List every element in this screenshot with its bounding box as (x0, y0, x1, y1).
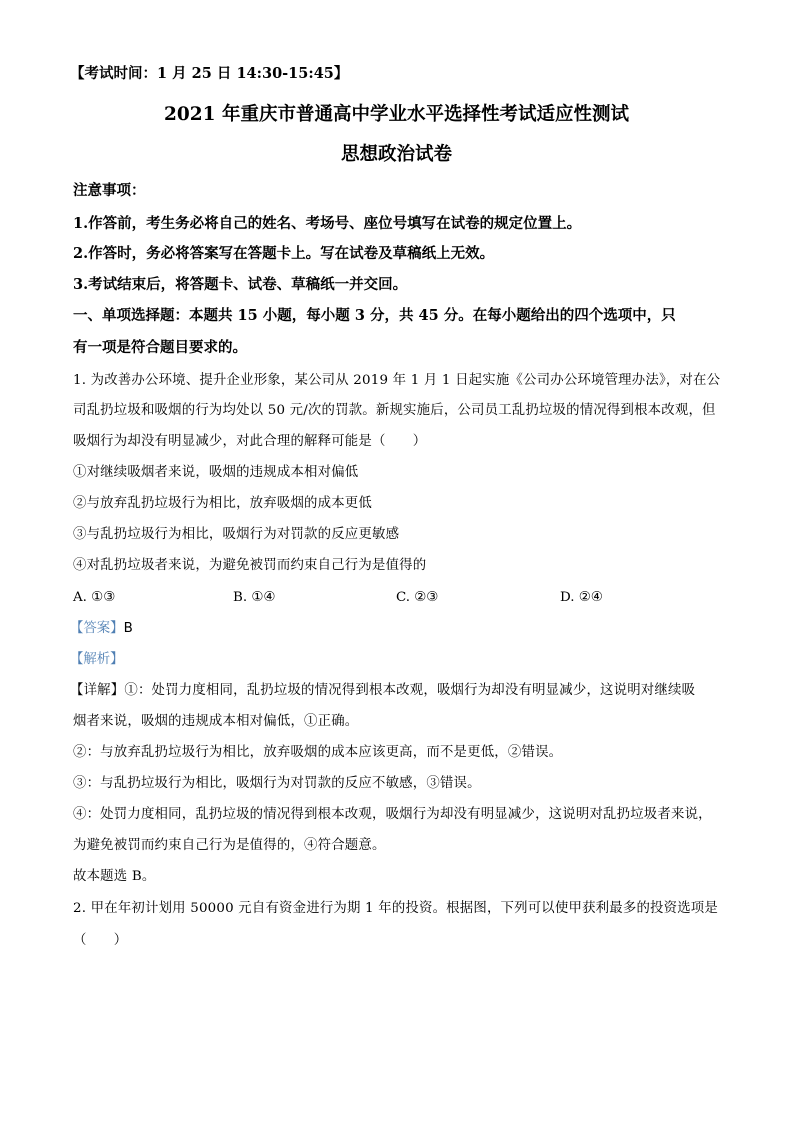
q1-statement-4: ④对乱扔垃圾者来说，为避免被罚而约束自己行为是值得的 (73, 558, 427, 573)
exam-title: 2021 年重庆市普通高中学业水平选择性考试适应性测试 (164, 104, 629, 125)
notice-item-2: 2.作答时，务必将答案写在答题卡上。写在试卷及草稿纸上无效。 (73, 245, 495, 262)
q2-stem-line-2: （ ） (73, 933, 128, 948)
q1-statement-2: ②与放弃乱扔垃圾行为相比，放弃吸烟的成本更低 (73, 496, 372, 511)
notice-item-3: 3.考试结束后，将答题卡、试卷、草稿纸一并交回。 (73, 276, 408, 293)
exam-time: 【考试时间：1 月 25 日 14:30-15:45】 (70, 65, 349, 82)
q1-stem-line-3: 吸烟行为却没有明显减少，对此合理的解释可能是（ ） (73, 434, 427, 449)
q1-explanation-line-4: ③：与乱扔垃圾行为相比，吸烟行为对罚款的反应不敏感，③错误。 (73, 776, 481, 791)
section-heading-line-1: 一、单项选择题：本题共 15 小题，每小题 3 分，共 45 分。在每小题给出的四个选项中，只 (73, 307, 676, 324)
exam-subtitle: 思想政治试卷 (340, 144, 452, 165)
q1-statement-3: ③与乱扔垃圾行为相比，吸烟行为对罚款的反应更敏感 (73, 527, 400, 542)
q1-explanation-line-3: ②：与放弃乱扔垃圾行为相比，放弃吸烟的成本应该更高，而不是更低，②错误。 (73, 745, 563, 760)
q1-option-c: C. ②③ (396, 590, 439, 605)
q1-option-d: D. ②④ (560, 590, 603, 605)
q1-option-a: A. ①③ (73, 590, 116, 605)
q2-stem-line-1: 2. 甲在年初计划用 50000 元自有资金进行为期 1 年的投资。根据图，下列可以使甲获利最多的投资选项是 (73, 901, 718, 916)
notice-heading: 注意事项： (73, 182, 146, 199)
answer-tag: 【答案】 (70, 621, 124, 636)
q1-explanation-line-7: 故本题选 B。 (73, 869, 156, 884)
q1-analysis-row (70, 651, 124, 669)
q1-statement-1: ①对继续吸烟者来说，吸烟的违规成本相对偏低 (73, 465, 359, 480)
q1-stem-line-2: 司乱扔垃圾和吸烟的行为均处以 50 元/次的罚款。新规实施后，公司员工乱扔垃圾的情况得到根本改观，但 (73, 403, 716, 418)
q1-explanation-line-2: 烟者来说，吸烟的违规成本相对偏低，①正确。 (73, 714, 359, 729)
section-heading-line-2: 有一项是符合题目要求的。 (73, 339, 247, 356)
analysis-tag: 【解析】 (70, 652, 124, 667)
q1-option-b: B. ①④ (233, 590, 276, 605)
q1-answer-row (70, 620, 133, 638)
q1-explanation-line-6: 为避免被罚而约束自己行为是值得的，④符合题意。 (73, 838, 386, 853)
notice-item-1: 1.作答前，考生务必将自己的姓名、考场号、座位号填写在试卷的规定位置上。 (73, 215, 582, 232)
q1-stem-line-1: 1. 为改善办公环境、提升企业形象，某公司从 2019 年 1 月 1 日起实施《公司办公环境管理办法》，对在公 (73, 373, 721, 388)
q1-explanation-line-5: ④：处罚力度相同，乱扔垃圾的情况得到根本改观，吸烟行为却没有明显减少，这说明对乱扔垃圾者来说， (73, 807, 712, 822)
answer-value: B (123, 621, 133, 636)
q1-explanation-line-1: 【详解】①：处罚力度相同，乱扔垃圾的情况得到根本改观，吸烟行为却没有明显减少，这说明对继续吸 (70, 683, 696, 698)
